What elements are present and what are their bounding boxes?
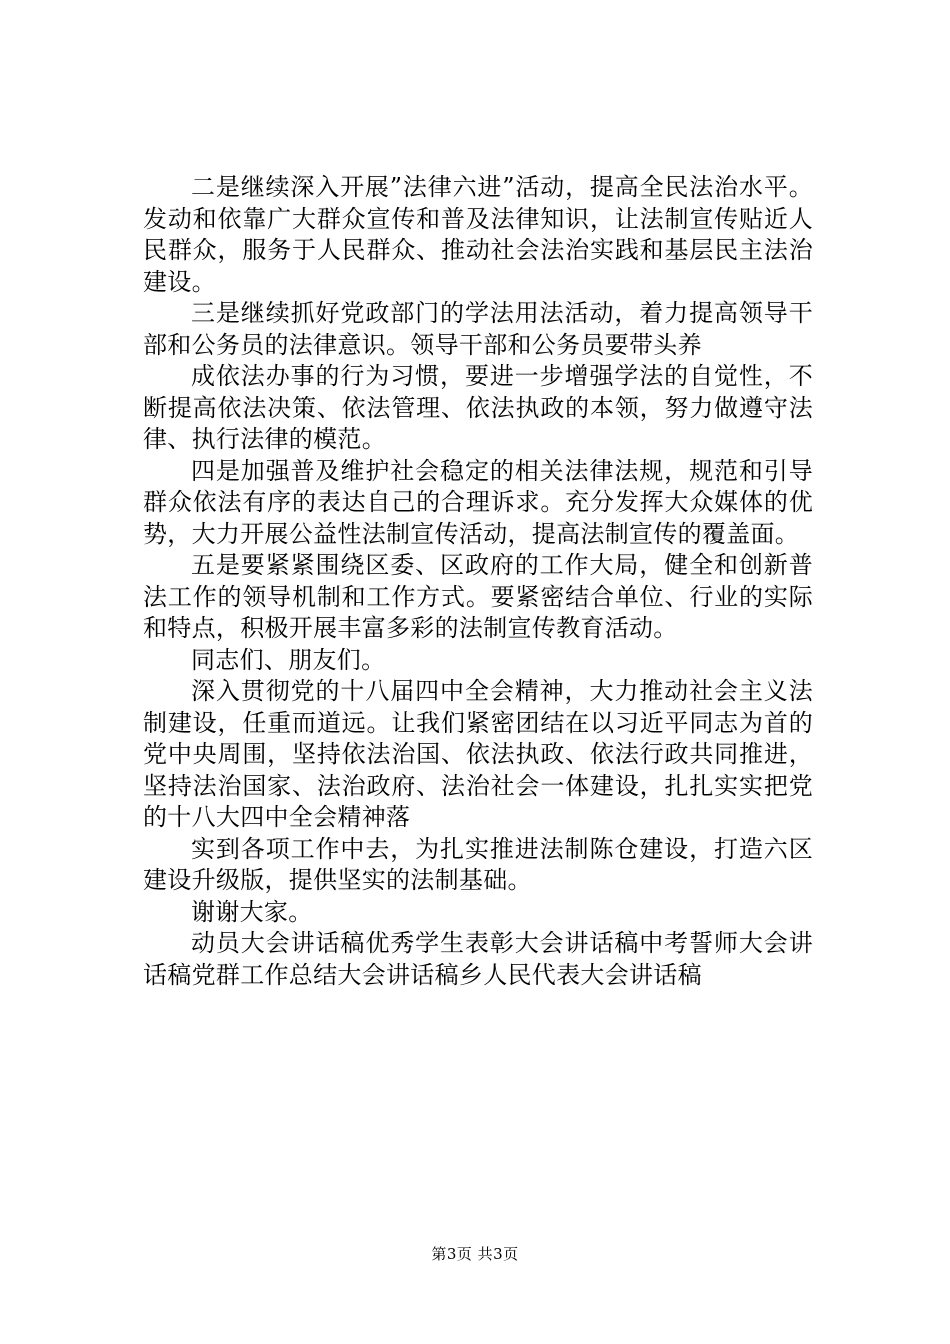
paragraph-conclusion-continued: 实到各项工作中去，为扎实推进法制陈仓建设，打造六区建设升级版，提供坚实的法制基础。 [143, 834, 813, 894]
paragraph-point-three-continued: 成依法办事的行为习惯，要进一步增强学法的自觉性，不断提高依法决策、依法管理、依法执政的本领，努力做遵守法律、执行法律的模范。 [143, 362, 813, 453]
paragraph-address: 同志们、朋友们。 [191, 645, 386, 674]
document-body [143, 172, 813, 991]
page-number-footer: 第3页 共3页 [431, 1245, 519, 1263]
paragraph-conclusion: 深入贯彻党的十八届四中全会精神，大力推动社会主义法制建设，任重而道远。让我们紧密团结在以习近平同志为首的党中央周围，坚持依法治国、依法执政、依法行政共同推进，坚持法治国家、法治政府、法治社会一体建设，扎扎实实把党的十八大四中全会精神落 [143, 677, 813, 831]
paragraph-point-four: 四是加强普及维护社会稳定的相关法律法规，规范和引导群众依法有序的表达自己的合理诉求。充分发挥大众媒体的优势，大力开展公益性法制宣传活动，提高法制宣传的覆盖面。 [143, 456, 813, 548]
paragraph-point-three: 三是继续抓好党政部门的学法用法活动，着力提高领导干部和公务员的法律意识。领导干部和公务员要带头养 [143, 299, 813, 359]
paragraph-thanks: 谢谢大家。 [191, 897, 313, 926]
paragraph-related-links: 动员大会讲话稿优秀学生表彰大会讲话稿中考誓师大会讲话稿党群工作总结大会讲话稿乡人民代表大会讲话稿 [143, 929, 813, 989]
paragraph-point-five: 五是要紧紧围绕区委、区政府的工作大局，健全和创新普法工作的领导机制和工作方式。要紧密结合单位、行业的实际和特点，积极开展丰富多彩的法制宣传教育活动。 [143, 551, 813, 642]
paragraph-point-two: 二是继续深入开展”法律六进”活动，提高全民法治水平。发动和依靠广大群众宣传和普及法律知识，让法制宣传贴近人民群众，服务于人民群众、推动社会法治实践和基层民主法治建设。 [143, 173, 813, 296]
